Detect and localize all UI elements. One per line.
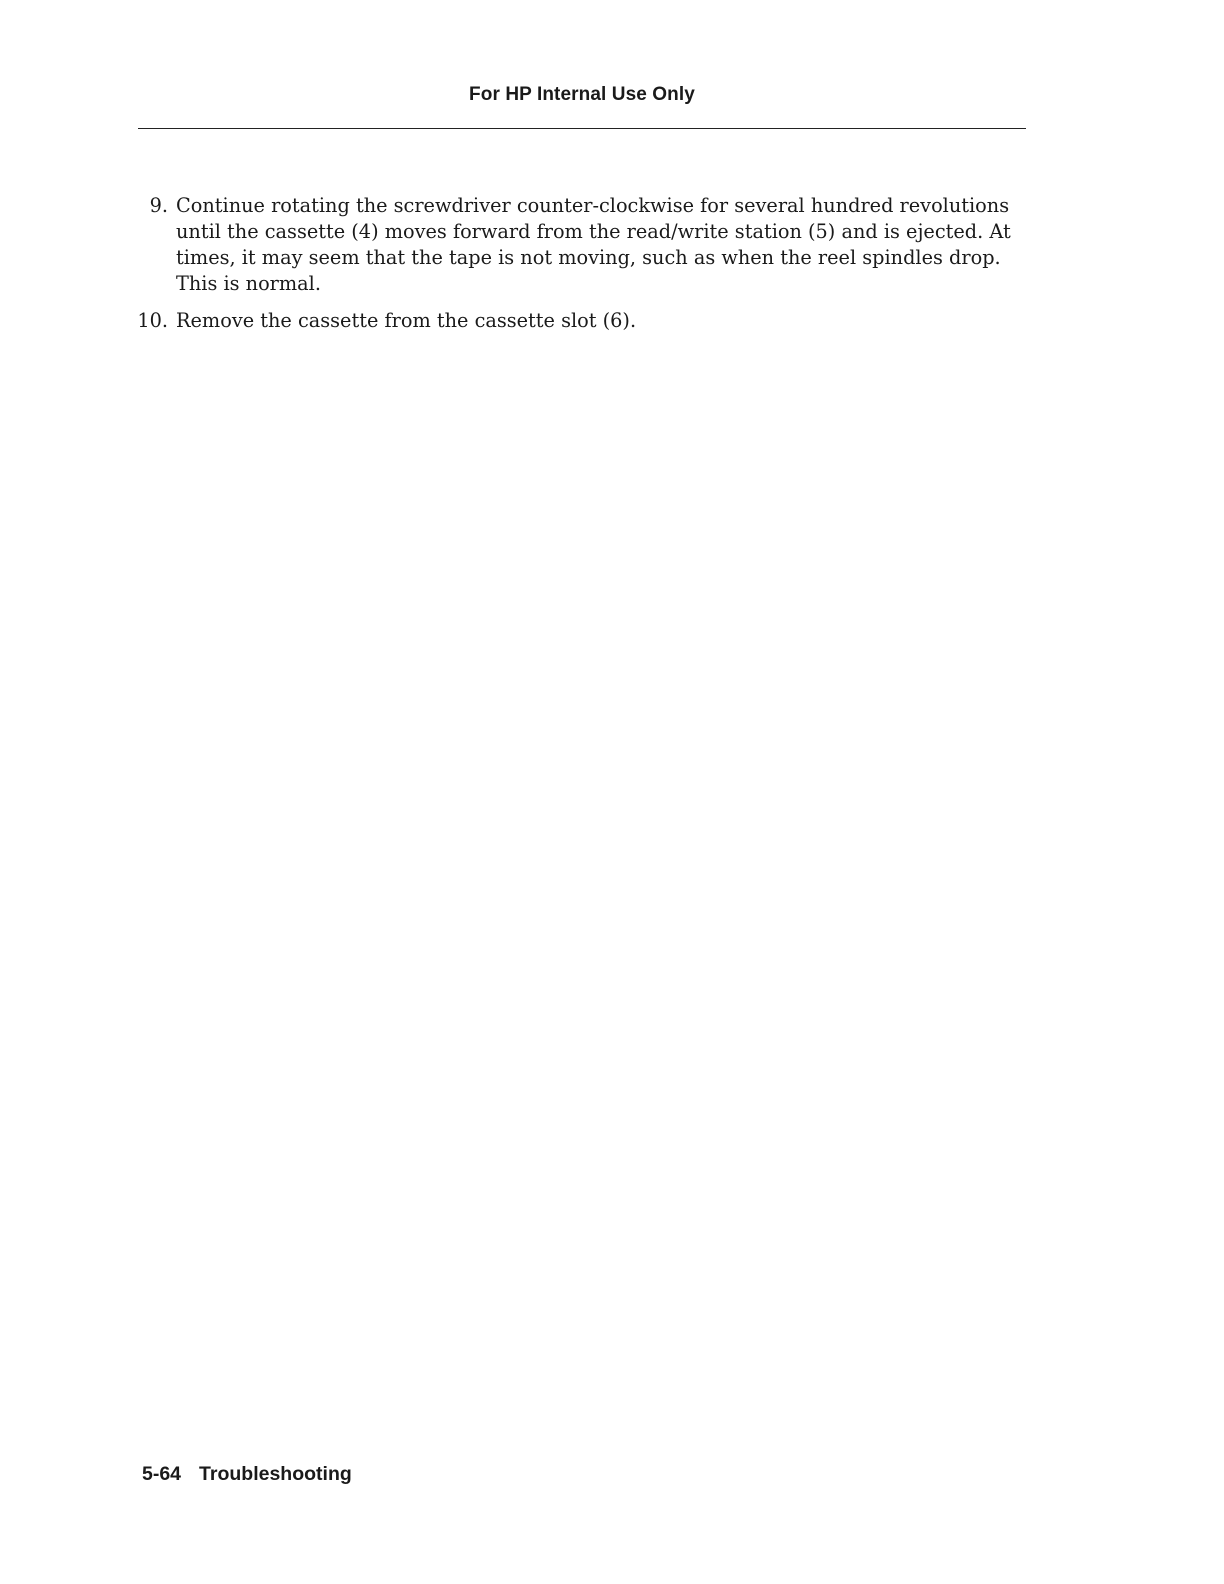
- footer-section-title: Troubleshooting: [199, 1463, 352, 1485]
- footer-page-number: 5-64: [142, 1463, 182, 1485]
- step-text: Continue rotating the screwdriver counter-clockwise for several hundred revolutions until the cassette (4) moves forward from the read/write station (5) and is ejected. At times, it may seem that the tape is not moving, such as when the reel spindles drop. This is normal.: [176, 194, 1011, 295]
- step-number: 9.: [149, 194, 168, 217]
- step-text: Remove the cassette from the cassette slot (6).: [176, 309, 637, 332]
- step-number: 10.: [137, 309, 168, 332]
- running-header: For HP Internal Use Only: [469, 84, 695, 105]
- step-item: [0, 193, 1012, 297]
- procedure-steps: [0, 193, 1224, 345]
- header-rule: [138, 128, 1026, 129]
- running-footer: [142, 1463, 352, 1486]
- step-item: [0, 308, 1012, 334]
